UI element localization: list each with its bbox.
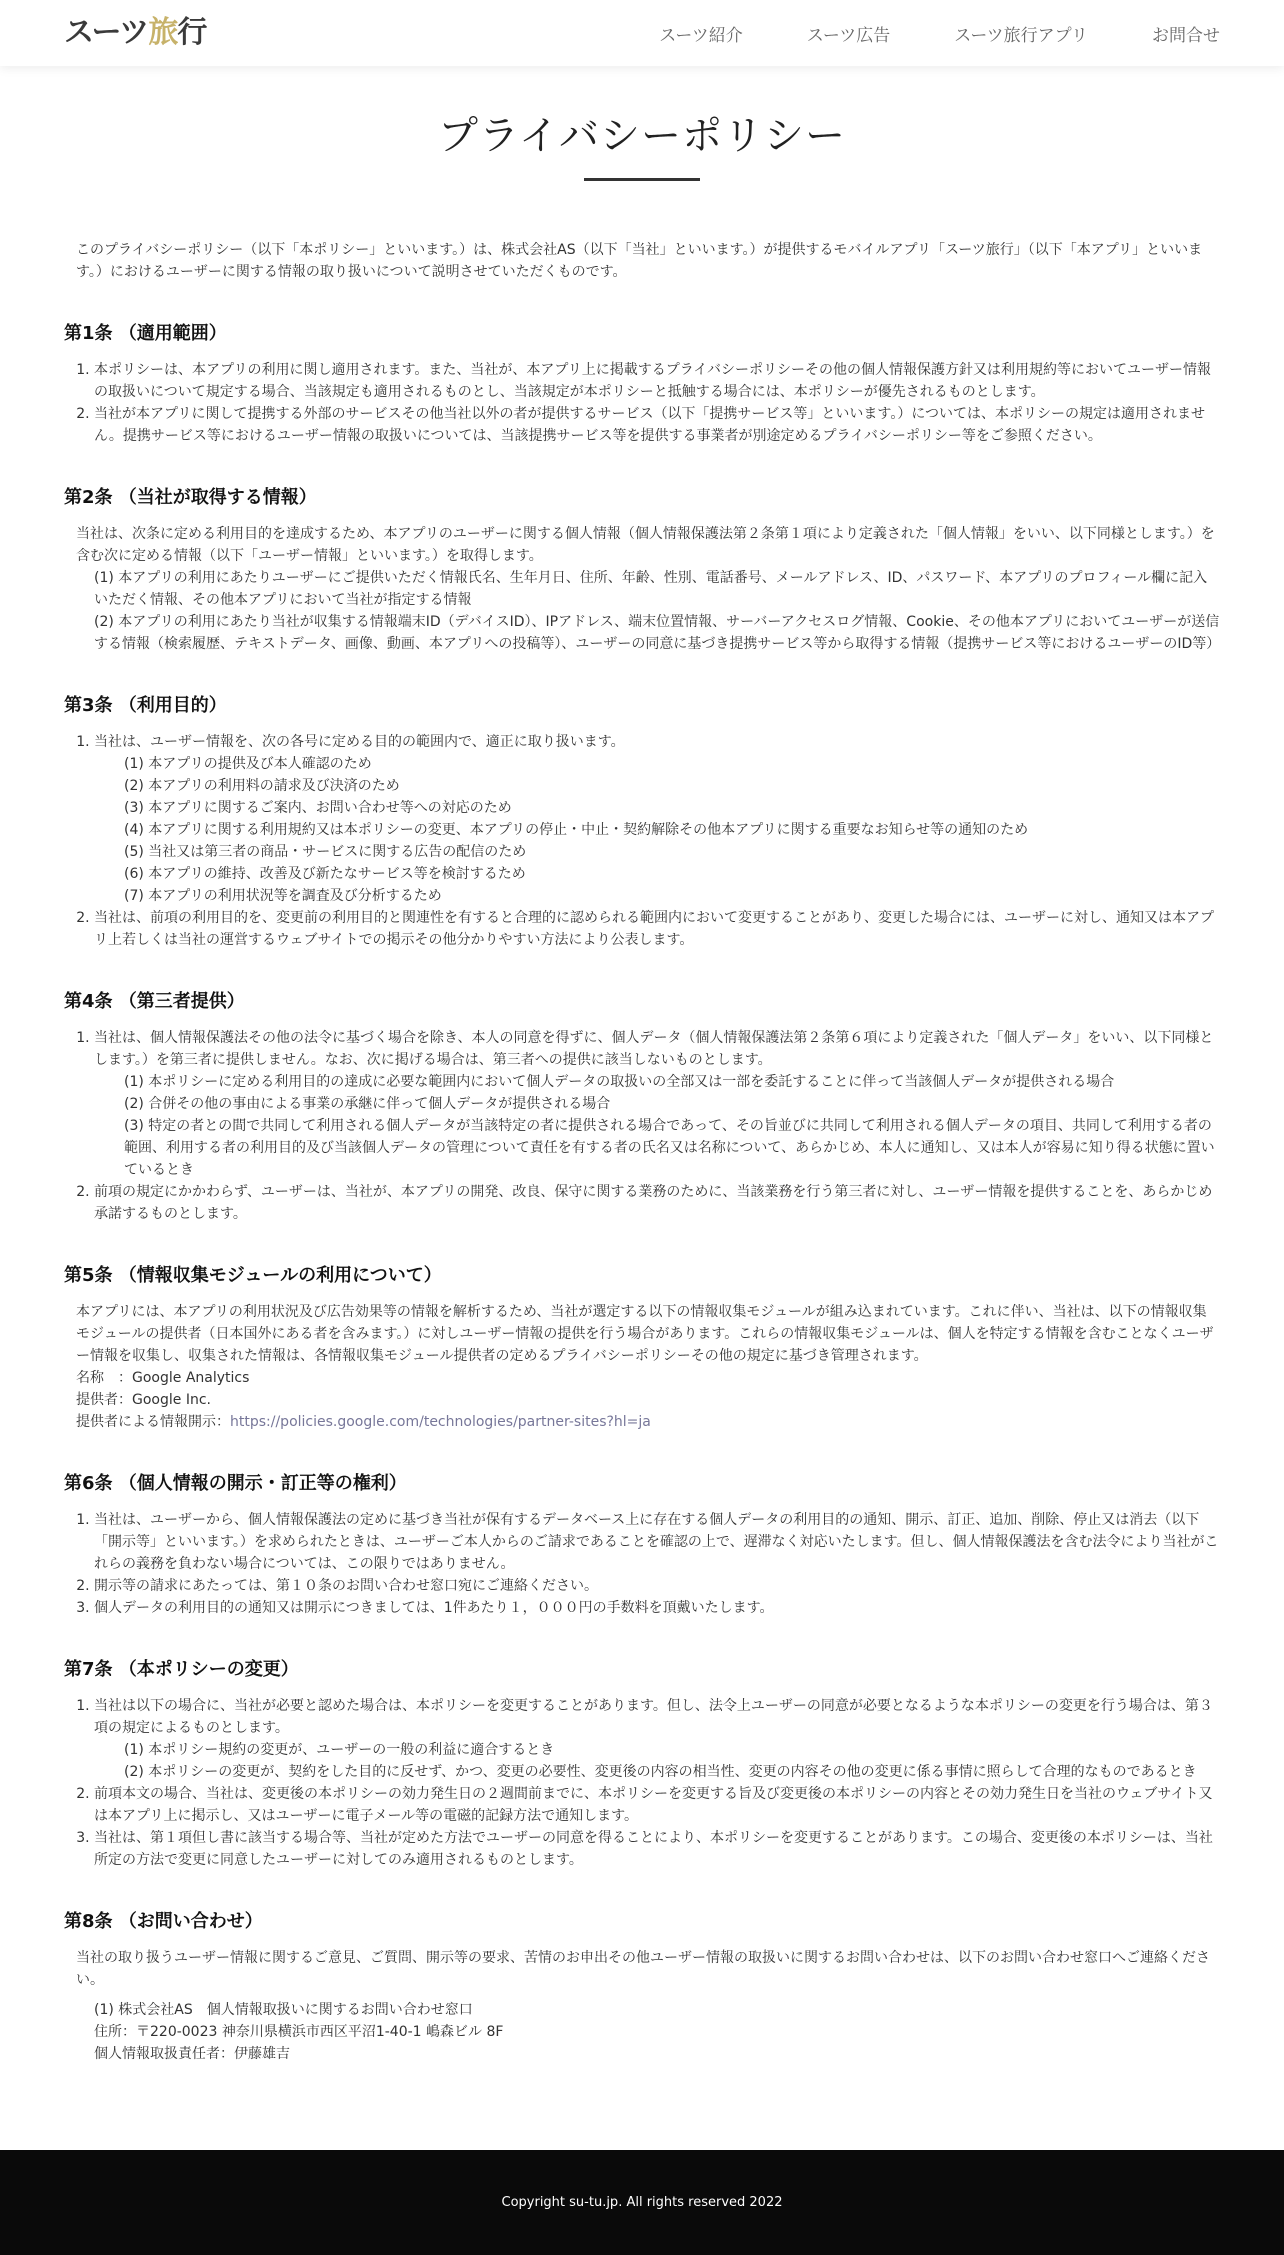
article-heading: 第5条 （情報収集モジュールの利用について） — [64, 1265, 442, 1286]
list-item: 2. 開示等の請求にあたっては、第１０条のお問い合わせ窓口宛にご連絡ください。 — [94, 1575, 1220, 1597]
page-title: プライバシーポリシー — [438, 113, 846, 159]
article-body: 当社の取り扱うユーザー情報に関するご意見、ご質問、開示等の要求、苦情のお申出その他ユーザー情報の取扱いに関するお問い合わせは、以下のお問い合わせ窓口へご連絡ください。 — [76, 1950, 1210, 1988]
article-items — [64, 731, 1220, 951]
article-items — [64, 1509, 1220, 1619]
article-8 — [64, 1909, 1220, 2065]
contact-line: 個人情報取扱責任者：伊藤雄吉 — [94, 2046, 290, 2062]
sub-item: (1) 本ポリシー規約の変更が、ユーザーの一般の利益に適合するとき — [124, 1742, 555, 1758]
copyright-text: Copyright su-tu.jp. All rights reserved 2022 — [501, 2195, 783, 2210]
module-disclosure — [64, 1411, 1220, 1433]
article-heading: 第3条 （利用目的） — [64, 695, 227, 716]
title-underline — [584, 178, 700, 181]
list-item-text: 当社は、ユーザー情報を、次の各号に定める目的の範囲内で、適正に取り扱います。 — [94, 734, 625, 750]
site-logo[interactable] — [64, 13, 206, 53]
intro-paragraph: このプライバシーポリシー（以下「本ポリシー」といいます。）は、株式会社AS（以下「当社」といいます。）が提供するモバイルアプリ「スーツ旅行」（以下「本アプリ」といいます。）におけるユーザーに関する情報の取り扱いについて説明させていただくものです。 — [76, 242, 1203, 280]
policy-content — [64, 108, 1220, 2065]
article-heading: 第7条 （本ポリシーの変更） — [64, 1659, 299, 1680]
logo-text-part: 行 — [177, 15, 207, 50]
sub-item: (3) 本アプリに関するご案内、お問い合わせ等への対応のため — [124, 800, 512, 816]
list-item — [94, 1027, 1220, 1181]
list-item — [94, 1695, 1220, 1783]
list-item: 2. 前項の規定にかかわらず、ユーザーは、当社が、本アプリの開発、改良、保守に関する業務のために、当該業務を行う第三者に対し、ユーザー情報を提供することを、あらかじめ承諾するものとします。 — [94, 1181, 1220, 1225]
sub-item: (6) 本アプリの維持、改善及び新たなサービス等を検討するため — [124, 866, 526, 882]
article-items — [64, 1695, 1220, 1871]
sub-list — [94, 1071, 1220, 1181]
article-items — [64, 359, 1220, 447]
sub-item: (1) 本アプリの利用にあたりユーザーにご提供いただく情報氏名、生年月日、住所、年齢、性別、電話番号、メールアドレス、ID、パスワード、本アプリのプロフィール欄に記入いただく情報、その他本アプリにおいて当社が指定する情報 — [94, 570, 1208, 608]
module-name: 名称 ：Google Analytics — [76, 1370, 250, 1386]
sub-list — [94, 753, 1220, 907]
article-heading: 第4条 （第三者提供） — [64, 991, 245, 1012]
site-header — [0, 0, 1284, 66]
article-1 — [64, 321, 1220, 447]
sub-item: (1) 本ポリシーに定める利用目的の達成に必要な範囲内において個人データの取扱いの全部又は一部を委託することに伴って当該個人データが提供される場合 — [124, 1074, 1115, 1090]
article-4 — [64, 989, 1220, 1225]
sub-item: (4) 本アプリに関する利用規約又は本ポリシーの変更、本アプリの停止・中止・契約解除その他本アプリに関する重要なお知らせ等の通知のため — [124, 822, 1029, 838]
contact-line: (1) 株式会社AS 個人情報取扱いに関するお問い合わせ窓口 — [94, 2002, 473, 2018]
logo-text-part: スーツ — [64, 15, 149, 50]
sub-item: (2) 本アプリの利用料の請求及び決済のため — [124, 778, 400, 794]
article-5 — [64, 1263, 1220, 1433]
module-provider: 提供者：Google Inc. — [76, 1392, 211, 1408]
nav-item-contact[interactable]: お問合せ — [1152, 25, 1220, 46]
article-6 — [64, 1471, 1220, 1619]
list-item: 2. 前項本文の場合、当社は、変更後の本ポリシーの効力発生日の２週間前までに、本ポリシーを変更する旨及び変更後の本ポリシーの内容とその効力発生日を当社のウェブサイト又は本アプリ上に掲示し、又はユーザーに電子メール等の電磁的記録方法で通知します。 — [94, 1783, 1220, 1827]
logo-text-accent: 旅 — [148, 15, 178, 50]
sub-item: (2) 合併その他の事由による事業の承継に伴って個人データが提供される場合 — [124, 1096, 611, 1112]
nav-item-suit-ads[interactable]: スーツ広告 — [806, 25, 891, 46]
article-body: 本アプリには、本アプリの利用状況及び広告効果等の情報を解析するため、当社が選定する以下の情報収集モジュールが組み込まれています。これに伴い、当社は、以下の情報収集モジュールの提供者（日本国外にある者を含みます。）に対しユーザー情報の提供を行う場合があります。これらの情報収集モジュールは、個人を特定する情報を含むことなくユーザー情報を収集し、収集された情報は、各情報収集モジュール提供者の定めるプライバシーポリシーその他の規定に基づき管理されます。 — [76, 1304, 1214, 1364]
nav-item-suit-travel-app[interactable]: スーツ旅行アプリ — [954, 25, 1088, 46]
sub-item: (2) 本ポリシーの変更が、契約をした目的に反せず、かつ、変更の必要性、変更後の内容の相当性、変更の内容その他の変更に係る事情に照らして合理的なものであるとき — [124, 1764, 1197, 1780]
sub-item: (1) 本アプリの提供及び本人確認のため — [124, 756, 372, 772]
article-items — [64, 1027, 1220, 1225]
article-body: 当社は、次条に定める利用目的を達成するため、本アプリのユーザーに関する個人情報（個人情報保護法第２条第１項により定義された「個人情報」をいい、以下同様とします。）を含む次に定める情報（以下「ユーザー情報」といいます。）を取得します。 — [76, 526, 1215, 564]
sub-item: (7) 本アプリの利用状況等を調査及び分析するため — [124, 888, 442, 904]
article-7 — [64, 1657, 1220, 1871]
list-item: 2. 当社が本アプリに関して提携する外部のサービスその他当社以外の者が提供するサービス（以下「提携サービス等」といいます。）については、本ポリシーの規定は適用されません。提携サービス等におけるユーザー情報の取扱いについては、当該提携サービス等を提供する事業者が別途定めるプライバシーポリシー等をご参照ください。 — [94, 403, 1220, 447]
article-2 — [64, 485, 1220, 655]
list-item: 1. 本ポリシーは、本アプリの利用に関し適用されます。また、当社が、本アプリ上に掲載するプライバシーポリシーその他の個人情報保護方針又は利用規約等においてユーザー情報の取扱いについて規定する場合、当該規定も適用されるものとし、当該規定が本ポリシーと抵触する場合には、本ポリシーが優先されるものとします。 — [94, 359, 1220, 403]
disclosure-label: 提供者による情報開示： — [76, 1414, 230, 1430]
article-heading: 第2条 （当社が取得する情報） — [64, 487, 317, 508]
list-item: 1. 当社は、ユーザーから、個人情報保護法の定めに基づき当社が保有するデータベース上に存在する個人データの利用目的の通知、開示、訂正、追加、削除、停止又は消去（以下「開示等」といいます。）を求められたときは、ユーザーご本人からのご請求であることを確認の上で、遅滞なく対応いたします。但し、個人情報保護法を含む法令により当社がこれらの義務を負わない場合については、この限りではありません。 — [94, 1509, 1220, 1575]
main-nav — [659, 0, 1220, 66]
nav-item-suit-intro[interactable]: スーツ紹介 — [659, 25, 743, 46]
list-item — [94, 731, 1220, 907]
sub-item: (5) 当社又は第三者の商品・サービスに関する広告の配信のため — [124, 844, 527, 860]
article-heading: 第6条 （個人情報の開示・訂正等の権利） — [64, 1473, 407, 1494]
site-footer — [0, 2150, 1284, 2255]
list-item-text: 当社は以下の場合に、当社が必要と認めた場合は、本ポリシーを変更することがあります。但し、法令上ユーザーの同意が必要となるような本ポリシーの変更を行う場合は、第３項の規定によるものとします。 — [94, 1698, 1213, 1736]
list-item-text: 当社は、個人情報保護法その他の法令に基づく場合を除き、本人の同意を得ずに、個人データ（個人情報保護法第２条第６項により定義された「個人データ」をいい、以下同様とします。）を第三者に提供しません。なお、次に掲げる場合は、第三者への提供に該当しないものとします。 — [94, 1030, 1214, 1068]
sub-item: (3) 特定の者との間で共同して利用される個人データが当該特定の者に提供される場合であって、その旨並びに共同して利用される個人データの項目、共同して利用する者の範囲、利用する者の利用目的及び当該個人データの管理について責任を有する者の氏名又は名称について、あらかじめ、本人に通知し、又は本人が容易に知り得る状態に置いているとき — [124, 1118, 1215, 1178]
list-item: 3. 個人データの利用目的の通知又は開示につきましては、1件あたり１，０００円の手数料を頂戴いたします。 — [94, 1597, 1220, 1619]
article-heading: 第8条 （お問い合わせ） — [64, 1911, 263, 1932]
sub-item: (2) 本アプリの利用にあたり当社が収集する情報端末ID（デバイスID）、IPアドレス、端末位置情報、サーバーアクセスログ情報、Cookie、その他本アプリにおいてユーザーが送信する情報（検索履歴、テキストデータ、画像、動画、本アプリへの投稿等）、ユーザーの同意に基づき提携サービス等から取得する情報（提携サービス等におけるユーザーのID等） — [94, 614, 1221, 652]
sub-list — [94, 1739, 1220, 1783]
list-item: 2. 当社は、前項の利用目的を、変更前の利用目的と関連性を有すると合理的に認められる範囲内において変更することがあり、変更した場合には、ユーザーに対し、通知又は本アプリ上若しくは当社の運営するウェブサイトでの掲示その他分かりやすい方法により公表します。 — [94, 907, 1220, 951]
article-3 — [64, 693, 1220, 951]
disclosure-link[interactable]: https://policies.google.com/technologies/partner-sites?hl=ja — [230, 1414, 651, 1430]
article-heading: 第1条 （適用範囲） — [64, 323, 227, 344]
list-item: 3. 当社は、第１項但し書に該当する場合等、当社が定めた方法でユーザーの同意を得ることにより、本ポリシーを変更することがあります。この場合、変更後の本ポリシーは、当社所定の方法で変更に同意したユーザーに対してのみ適用されるものとします。 — [94, 1827, 1220, 1871]
contact-line: 住所：〒220-0023 神奈川県横浜市西区平沼1-40-1 嶋森ビル 8F — [94, 2024, 504, 2040]
